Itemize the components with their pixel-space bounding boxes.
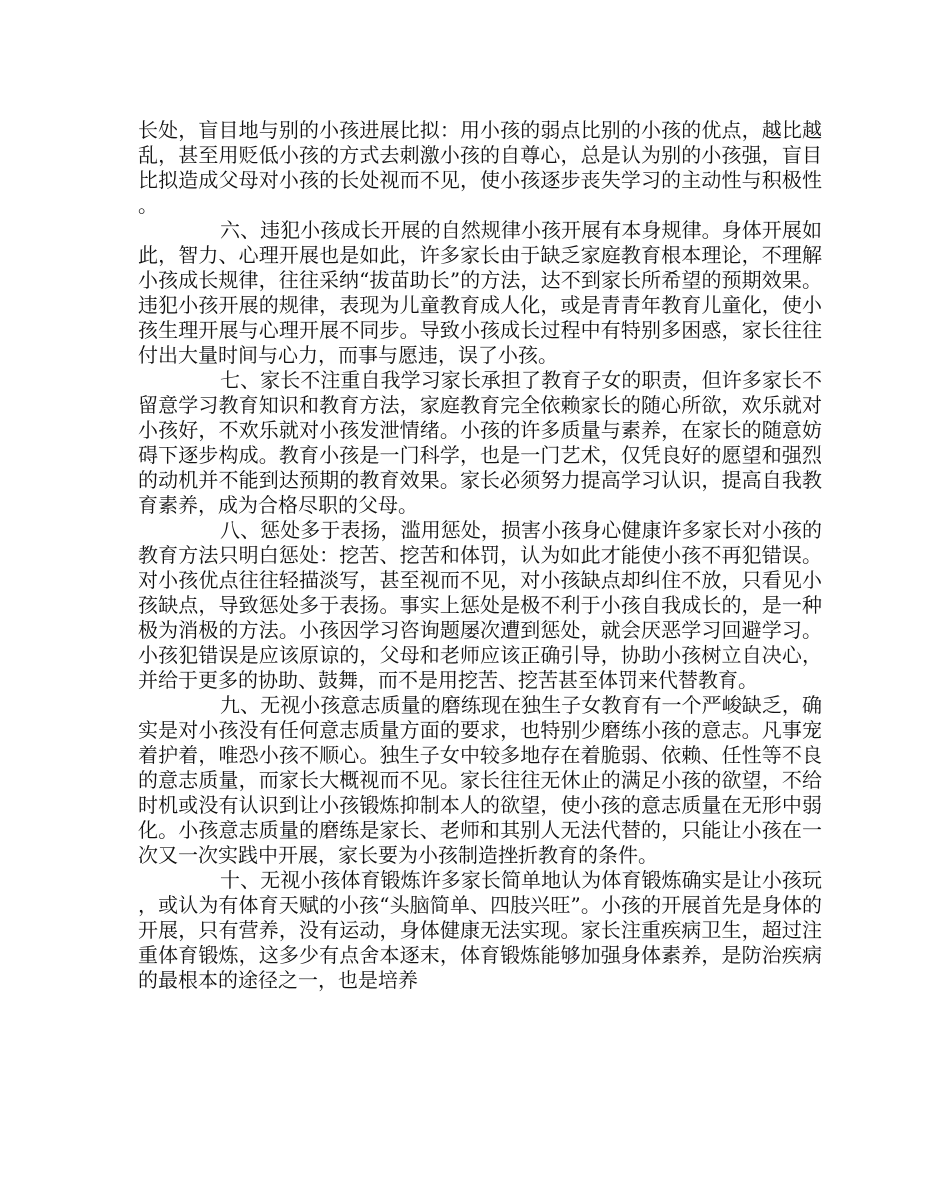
document-body — [138, 118, 822, 993]
paragraph-continuation: 长处，盲目地与别的小孩进展比拟：用小孩的弱点比别的小孩的优点，越比越乱，甚至用贬低小孩的方式去刺激小孩的自尊心，总是认为别的小孩强，盲目比拟造成父母对小孩的长处视而不见，使小孩逐步丧失学习的主动性与积极性。 — [138, 118, 822, 217]
paragraph-eight: 八、惩处多于表扬，滥用惩处，损害小孩身心健康许多家长对小孩的教育方法只明白惩处：挖苦、挖苦和体罚，认为如此才能使小孩不再犯错误。对小孩优点往往轻描淡写，甚至视而不见，对小孩缺点却纠住不放，只看见小孩缺点，导致惩处多于表扬。事实上惩处是极不利于小孩自我成长的，是一种极为消极的方法。小孩因学习咨询题屡次遭到惩处，就会厌恶学习回避学习。小孩犯错误是应该原谅的，父母和老师应该正确引导，协助小孩树立自决心，并给于更多的协助、鼓舞，而不是用挖苦、挖苦甚至体罚来代替教育。 — [138, 518, 822, 692]
paragraph-seven: 七、家长不注重自我学习家长承担了教育子女的职责，但许多家长不留意学习教育知识和教育方法，家庭教育完全依赖家长的随心所欲，欢乐就对小孩好，不欢乐就对小孩发泄情绪。小孩的许多质量与素养，在家长的随意妨碍下逐步构成。教育小孩是一门科学，也是一门艺术，仅凭良好的愿望和强烈的动机并不能到达预期的教育效果。家长必须努力提高学习认识，提高自我教育素养，成为合格尽职的父母。 — [138, 368, 822, 517]
paragraph-ten: 十、无视小孩体育锻炼许多家长简单地认为体育锻炼确实是让小孩玩，或认为有体育天赋的小孩“头脑简单、四肢兴旺”。小孩的开展首先是身体的开展，只有营养，没有运动，身体健康无法实现。家长注重疾病卫生，超过注重体育锻炼，这多少有点舍本逐末，体育锻炼能够加强身体素养，是防治疾病的最根本的途径之一，也是培养 — [138, 868, 822, 992]
paragraph-nine: 九、无视小孩意志质量的磨练现在独生子女教育有一个严峻缺乏，确实是对小孩没有任何意志质量方面的要求，也特别少磨练小孩的意志。凡事宠着护着，唯恐小孩不顺心。独生子女中较多地存在着脆弱、依赖、任性等不良的意志质量，而家长大概视而不见。家长往往无休止的满足小孩的欲望，不给时机或没有认识到让小孩锻炼抑制本人的欲望，使小孩的意志质量在无形中弱化。小孩意志质量的磨练是家长、老师和其别人无法代替的，只能让小孩在一次又一次实践中开展，家长要为小孩制造挫折教育的条件。 — [138, 693, 822, 867]
paragraph-six: 六、违犯小孩成长开展的自然规律小孩开展有本身规律。身体开展如此，智力、心理开展也是如此，许多家长由于缺乏家庭教育根本理论，不理解小孩成长规律，往往采纳“拔苗助长”的方法，达不到家长所希望的预期效果。违犯小孩开展的规律，表现为儿童教育成人化，或是青青年教育儿童化，使小孩生理开展与心理开展不同步。导致小孩成长过程中有特别多困惑，家长往往付出大量时间与心力，而事与愿违，误了小孩。 — [138, 218, 822, 367]
